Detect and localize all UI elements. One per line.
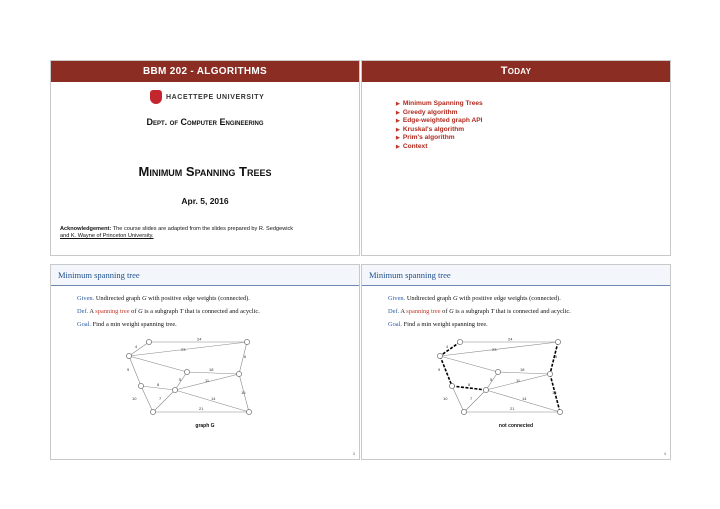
goal-line: Goal. Find a min weight spanning tree.: [388, 321, 488, 328]
page-number: 4: [663, 451, 666, 456]
given-line: Given. Undirected graph G with positive edge weights (connected).: [388, 295, 561, 302]
bullet-triangle-icon: ▶: [396, 101, 400, 107]
edge-weight: 4: [135, 344, 138, 349]
university-name: HACETTEPE UNIVERSITY: [166, 93, 265, 101]
edge-weight: 21: [510, 406, 515, 411]
department-name: Dept. of Computer Engineering: [146, 117, 264, 127]
university-logo: [150, 89, 264, 105]
def-line: Def. A spanning tree of G is a subgraph T that is connected and acyclic.: [77, 308, 260, 315]
edge-weight: 6: [244, 354, 247, 359]
slide-outline: [361, 60, 671, 256]
edge-weight: 18: [209, 367, 214, 372]
edge-weight: 8: [468, 382, 471, 387]
lecture-date: Apr. 5, 2016: [181, 196, 229, 206]
slide-header-bar: [51, 265, 359, 286]
given-line: Given. Undirected graph G with positive edge weights (connected).: [77, 295, 250, 302]
edge-weight: 11: [205, 378, 210, 383]
slide-header-bar: [362, 265, 670, 286]
edge-weight: 8: [157, 382, 160, 387]
edge-weight: 7: [159, 396, 162, 401]
graph-not-connected-figure: [430, 338, 590, 420]
edge-weight: 23: [181, 347, 186, 352]
edge-weight: 11: [516, 378, 521, 383]
edge-weight: 14: [522, 396, 527, 401]
def-line: Def. A spanning tree of G is a subgraph T that is connected and acyclic.: [388, 308, 571, 315]
slide-title-text: Minimum spanning tree: [58, 270, 140, 280]
bullet-triangle-icon: ▶: [396, 135, 400, 142]
page-number: 3: [352, 451, 355, 456]
bullet-triangle-icon: ▶: [396, 126, 400, 133]
lecture-title: Minimum Spanning Trees: [138, 164, 272, 179]
ack-label: Acknowledgement:: [60, 226, 112, 232]
edge-weight: 5: [179, 377, 182, 382]
figure-caption: graph G: [195, 423, 215, 429]
edge-weight: 5: [490, 377, 493, 382]
edge-weight: 16: [552, 390, 557, 395]
edge-weight: 16: [241, 390, 246, 395]
course-header: BBM 202 - ALGORITHMS: [51, 61, 359, 82]
outline-item: ▶ Prim's algorithm: [396, 134, 455, 142]
outline-item: ▶ Kruskal's algorithm: [396, 125, 465, 133]
outline-item: ▶ Edge-weighted graph API: [396, 117, 483, 125]
edge-weight: 10: [443, 396, 448, 401]
university-crest-icon: [150, 90, 162, 104]
bullet-triangle-icon: ▶: [396, 109, 400, 116]
figure-caption: not connected: [498, 423, 534, 429]
edge-weight: 24: [508, 338, 513, 342]
edge-weight: 18: [520, 367, 525, 372]
acknowledgement: [60, 226, 340, 240]
edge-weight: 21: [199, 406, 204, 411]
outline-item: ▶ Context: [396, 142, 428, 150]
bullet-triangle-icon: ▶: [396, 143, 400, 150]
slide-mst-definition: [50, 264, 360, 460]
edge-weight: 10: [132, 396, 137, 401]
outline-list: [396, 100, 483, 152]
outline-item: ▶ Greedy algorithm: [396, 108, 458, 116]
slide-title: [50, 60, 360, 256]
outline-item: ▶ Minimum Spanning Trees: [396, 100, 483, 107]
edge-weight: 6: [555, 354, 558, 359]
ack-text-line2: and K. Wayne of Princeton University.: [60, 233, 154, 240]
edge-weight: 9: [127, 367, 130, 372]
edge-weight: 24: [197, 338, 202, 342]
edge-weight: 9: [438, 367, 441, 372]
slide-title-text: Minimum spanning tree: [369, 270, 451, 280]
edge-weight: 7: [470, 396, 473, 401]
outline-header: Today: [362, 61, 670, 82]
ack-text: The course slides are adapted from the slides prepared by R. Sedgewick: [111, 226, 294, 232]
edge-weight: 23: [492, 347, 497, 352]
edge-weight: 14: [211, 396, 216, 401]
graph-g-figure: [119, 338, 279, 420]
goal-line: Goal. Find a min weight spanning tree.: [77, 321, 177, 328]
slide-mst-not-connected: [361, 264, 671, 460]
edge-weight: 4: [446, 344, 449, 349]
bullet-triangle-icon: ▶: [396, 118, 400, 125]
